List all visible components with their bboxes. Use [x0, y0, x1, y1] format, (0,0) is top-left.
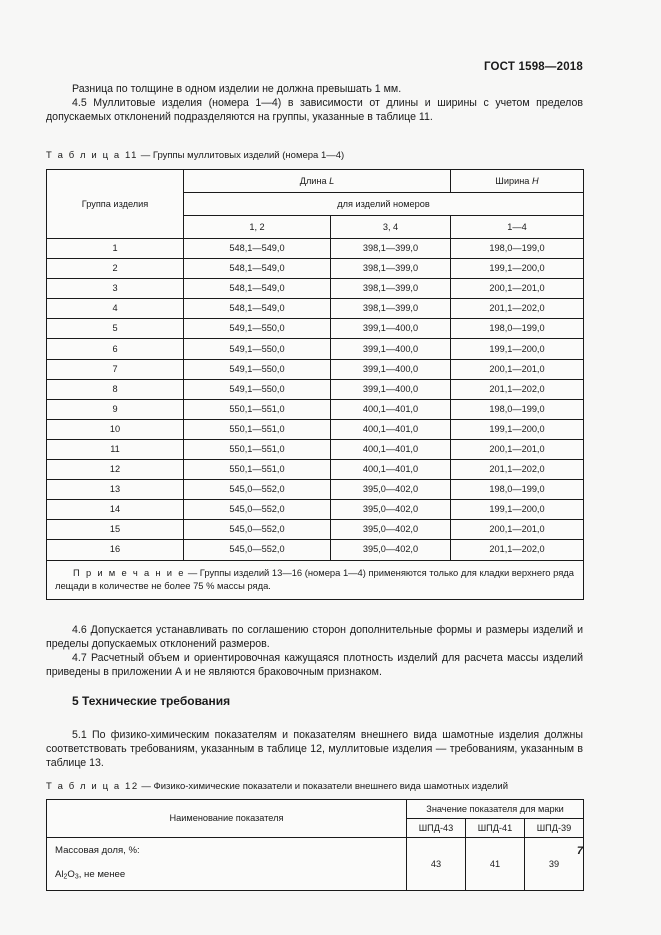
- cell-length-1-2: 550,1—551,0: [184, 439, 331, 459]
- cell-length-3-4: 395,0—402,0: [331, 500, 451, 520]
- cell-group: 4: [47, 299, 184, 319]
- cell-length-3-4: 399,1—400,0: [331, 359, 451, 379]
- header-value-for-grade: Значение показателя для марки: [407, 800, 584, 819]
- cell-length-3-4: 400,1—401,0: [331, 460, 451, 480]
- cell-width: 199,1—200,0: [451, 500, 584, 520]
- value-grade-2: 41: [466, 838, 525, 891]
- cell-length-1-2: 549,1—550,0: [184, 319, 331, 339]
- cell-group: 13: [47, 480, 184, 500]
- table-row: [47, 399, 584, 419]
- cell-width: 198,0—199,0: [451, 480, 584, 500]
- header-length: Длина L: [184, 170, 451, 193]
- cell-length-3-4: 399,1—400,0: [331, 339, 451, 359]
- page-number: 7: [576, 845, 583, 857]
- cell-length-1-2: 545,0—552,0: [184, 480, 331, 500]
- table-row: [47, 359, 584, 379]
- table-row: [47, 319, 584, 339]
- cell-length-3-4: 395,0—402,0: [331, 520, 451, 540]
- table-12-caption-label: Т а б л и ц а 12: [46, 781, 139, 792]
- cell-width: 201,1—202,0: [451, 540, 584, 560]
- cell-group: 10: [47, 419, 184, 439]
- cell-length-1-2: 549,1—550,0: [184, 339, 331, 359]
- cell-width: 201,1—202,0: [451, 460, 584, 480]
- cell-length-3-4: 395,0—402,0: [331, 480, 451, 500]
- cell-group: 1: [47, 239, 184, 259]
- standard-header: ГОСТ 1598—2018: [483, 61, 583, 73]
- table-row: [47, 239, 584, 259]
- paragraph-thickness-text: Разница по толщине в одном изделии не должна превышать 1 мм.: [72, 83, 402, 95]
- cell-width: 200,1—201,0: [451, 439, 584, 459]
- paragraph-4-5: [46, 96, 583, 124]
- table-11-note-row: [47, 560, 584, 599]
- section-heading-5: 5 Технические требования: [72, 694, 231, 708]
- paragraph-4-7-text: 4.7 Расчетный объем и ориентировочная кажущаяся плотность изделий для расчета массы изделий приведены в приложении А и не являются браковочным признаком.: [46, 652, 583, 679]
- cell-length-1-2: 550,1—551,0: [184, 460, 331, 480]
- cell-group: 8: [47, 379, 184, 399]
- table-row: [47, 520, 584, 540]
- table-row: [47, 259, 584, 279]
- table-11-note-text: — Группы изделий 13—16 (номера 1—4) применяются только для кладки верхнего ряда лещади в количестве не более 75 % массы ряда.: [55, 566, 574, 591]
- header-for-items: для изделий номеров: [184, 193, 584, 216]
- table-row: [47, 299, 584, 319]
- cell-group: 2: [47, 259, 184, 279]
- table-11-body: [47, 239, 584, 561]
- table-row: [47, 500, 584, 520]
- cell-width: 199,1—200,0: [451, 259, 584, 279]
- cell-length-1-2: 550,1—551,0: [184, 399, 331, 419]
- cell-width: 199,1—200,0: [451, 339, 584, 359]
- header-width: Ширина H: [451, 170, 584, 193]
- cell-length-1-2: 545,0—552,0: [184, 520, 331, 540]
- value-grade-1: 43: [407, 838, 466, 891]
- paragraph-4-5-text: 4.5 Муллитовые изделия (номера 1—4) в зависимости от длины и ширины с учетом пределов допускаемых отклонений подразделяются на группы, указанные в таблице 11.: [46, 97, 583, 124]
- cell-group: 9: [47, 399, 184, 419]
- cell-width: 198,0—199,0: [451, 319, 584, 339]
- cell-length-1-2: 545,0—552,0: [184, 500, 331, 520]
- value-grade-3: 39: [525, 838, 584, 891]
- table-11: [46, 169, 584, 600]
- indicator-label-line2: $Al_2O_3$, не менее: [55, 869, 126, 881]
- cell-group: 15: [47, 520, 184, 540]
- table-row: [47, 439, 584, 459]
- paragraph-5-1: [46, 728, 583, 770]
- cell-length-3-4: 395,0—402,0: [331, 540, 451, 560]
- header-grade-3: ШПД-39: [525, 819, 584, 838]
- table-row: [47, 460, 584, 480]
- cell-length-3-4: 400,1—401,0: [331, 399, 451, 419]
- paragraph-4-6-text: 4.6 Допускается устанавливать по соглашению сторон дополнительные формы и размеры изделий и пределы допускаемых отклонений размеров.: [46, 624, 583, 651]
- cell-group: 5: [47, 319, 184, 339]
- indicator-label-line1: Массовая доля, %:: [55, 845, 140, 856]
- cell-length-1-2: 548,1—549,0: [184, 259, 331, 279]
- cell-group: 16: [47, 540, 184, 560]
- cell-width: 200,1—201,0: [451, 359, 584, 379]
- cell-width: 201,1—202,0: [451, 379, 584, 399]
- cell-group: 6: [47, 339, 184, 359]
- cell-length-3-4: 400,1—401,0: [331, 419, 451, 439]
- paragraph-5-1-text: 5.1 По физико-химическим показателям и показателям внешнего вида шамотные изделия должны соответствовать требованиям, указанным в таблице 12, муллитовые изделия — требованиям, указанным в таблице 13.: [46, 729, 583, 770]
- cell-width: 200,1—201,0: [451, 279, 584, 299]
- cell-length-1-2: 548,1—549,0: [184, 239, 331, 259]
- table-11-caption-label: Т а б л и ц а 11: [46, 150, 139, 161]
- table-11-caption-text: — Группы муллитовых изделий (номера 1—4): [140, 150, 345, 161]
- cell-length-1-2: 549,1—550,0: [184, 359, 331, 379]
- cell-length-1-2: 545,0—552,0: [184, 540, 331, 560]
- table-row: [47, 339, 584, 359]
- table-11-note: [47, 560, 584, 599]
- cell-length-3-4: 399,1—400,0: [331, 319, 451, 339]
- paragraph-4-7: [46, 651, 583, 679]
- cell-group: 7: [47, 359, 184, 379]
- cell-length-3-4: 398,1—399,0: [331, 239, 451, 259]
- cell-length-3-4: 399,1—400,0: [331, 379, 451, 399]
- header-sub-3-4: 3, 4: [331, 216, 451, 239]
- cell-length-1-2: 550,1—551,0: [184, 419, 331, 439]
- table-12-header-row-1: [47, 800, 584, 819]
- table-row: [47, 379, 584, 399]
- cell-length-3-4: 398,1—399,0: [331, 279, 451, 299]
- table-12-caption: [46, 781, 583, 793]
- cell-width: 200,1—201,0: [451, 520, 584, 540]
- cell-length-3-4: 400,1—401,0: [331, 439, 451, 459]
- table-11-header-row-1: [47, 170, 584, 193]
- cell-group: 3: [47, 279, 184, 299]
- paragraph-4-6: [46, 623, 583, 651]
- table-row: [47, 480, 584, 500]
- cell-length-3-4: 398,1—399,0: [331, 299, 451, 319]
- table-12-caption-text: — Физико-химические показатели и показатели внешнего вида шамотных изделий: [141, 781, 509, 792]
- header-sub-1-2: 1, 2: [184, 216, 331, 239]
- cell-length-1-2: 548,1—549,0: [184, 299, 331, 319]
- header-grade-2: ШПД-41: [466, 819, 525, 838]
- table-11-note-label: П р и м е ч а н и е: [73, 566, 186, 578]
- table-row: [47, 279, 584, 299]
- cell-width: 198,0—199,0: [451, 399, 584, 419]
- table-11-caption: [46, 150, 583, 162]
- cell-length-1-2: 549,1—550,0: [184, 379, 331, 399]
- header-sub-1-4: 1—4: [451, 216, 584, 239]
- cell-length-1-2: 548,1—549,0: [184, 279, 331, 299]
- table-row: [47, 419, 584, 439]
- cell-group: 11: [47, 439, 184, 459]
- cell-width: 201,1—202,0: [451, 299, 584, 319]
- table-row: [47, 540, 584, 560]
- cell-length-3-4: 398,1—399,0: [331, 259, 451, 279]
- cell-group: 14: [47, 500, 184, 520]
- header-indicator-name: Наименование показателя: [47, 800, 407, 838]
- cell-group: 12: [47, 460, 184, 480]
- cell-width: 198,0—199,0: [451, 239, 584, 259]
- paragraph-thickness: [46, 82, 583, 96]
- header-group: Группа изделия: [47, 170, 184, 239]
- header-grade-1: ШПД-43: [407, 819, 466, 838]
- cell-width: 199,1—200,0: [451, 419, 584, 439]
